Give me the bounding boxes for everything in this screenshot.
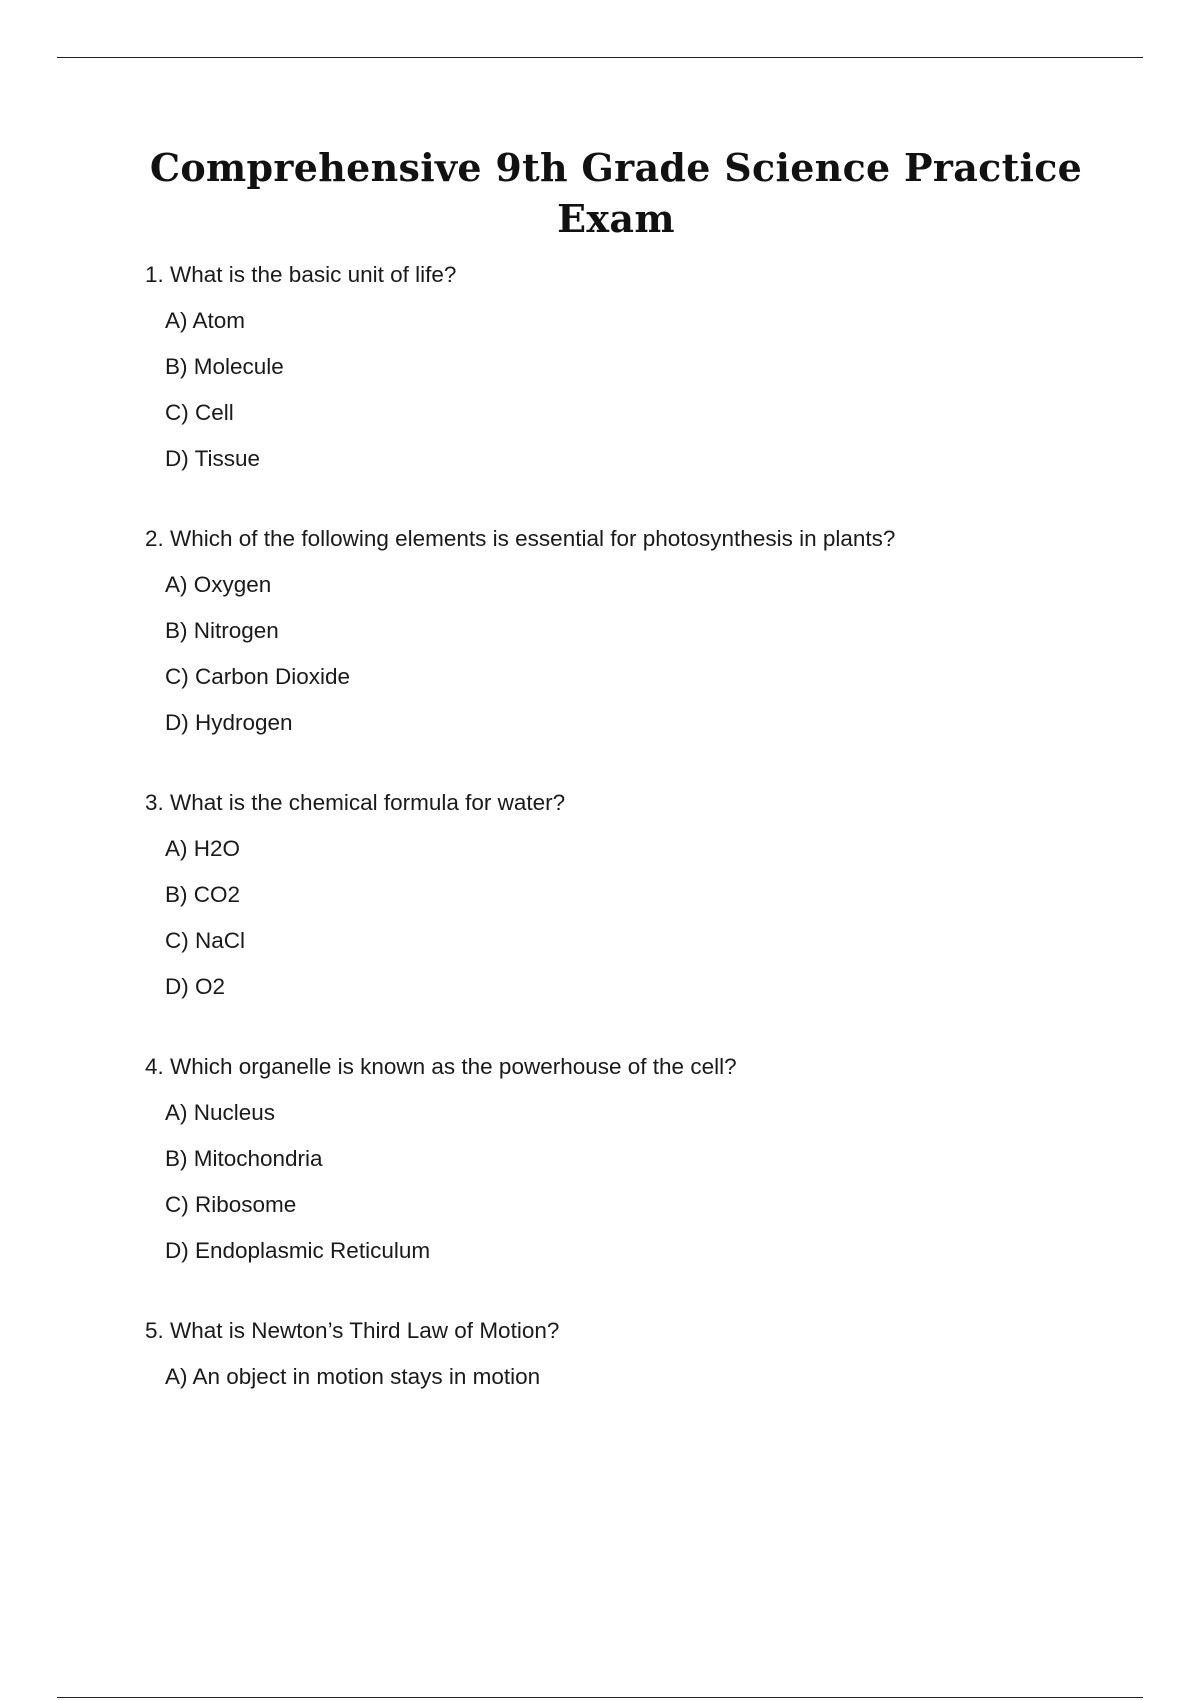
option-list [145, 832, 1145, 1004]
option-b: B) Nitrogen [165, 618, 279, 643]
question-2 [145, 522, 1145, 740]
option-b: B) CO2 [165, 882, 241, 907]
question-text: 1. What is the basic unit of life? [145, 262, 457, 287]
page-title [110, 142, 1122, 244]
option-c: C) NaCl [165, 928, 246, 953]
question-text: 4. Which organelle is known as the powerhouse of the cell? [145, 1054, 737, 1079]
question-text: 2. Which of the following elements is essential for photosynthesis in plants? [145, 526, 896, 551]
option-c: C) Carbon Dioxide [165, 664, 351, 689]
question-list [145, 258, 1145, 1440]
option-d: D) Tissue [165, 446, 261, 471]
question-1 [145, 258, 1145, 476]
title-line-1: Comprehensive 9th Grade Science Practice [149, 145, 1083, 190]
top-rule [57, 57, 1143, 58]
question-3 [145, 786, 1145, 1004]
question-4 [145, 1050, 1145, 1268]
option-list [145, 1360, 1145, 1394]
option-a: A) Atom [165, 308, 246, 333]
option-a: A) Oxygen [165, 572, 272, 597]
option-d: D) O2 [165, 974, 226, 999]
question-text: 5. What is Newton’s Third Law of Motion? [145, 1318, 560, 1343]
option-a: A) Nucleus [165, 1100, 276, 1125]
option-list [145, 304, 1145, 476]
option-d: D) Endoplasmic Reticulum [165, 1238, 431, 1263]
option-list [145, 1096, 1145, 1268]
option-list [145, 568, 1145, 740]
option-a: A) An object in motion stays in motion [165, 1364, 541, 1389]
question-text: 3. What is the chemical formula for water? [145, 790, 566, 815]
option-a: A) H2O [165, 836, 241, 861]
option-c: C) Ribosome [165, 1192, 297, 1217]
option-b: B) Molecule [165, 354, 284, 379]
option-d: D) Hydrogen [165, 710, 293, 735]
title-line-2: Exam [557, 196, 675, 241]
question-5 [145, 1314, 1145, 1394]
option-b: B) Mitochondria [165, 1146, 323, 1171]
bottom-rule [57, 1697, 1143, 1698]
option-c: C) Cell [165, 400, 234, 425]
